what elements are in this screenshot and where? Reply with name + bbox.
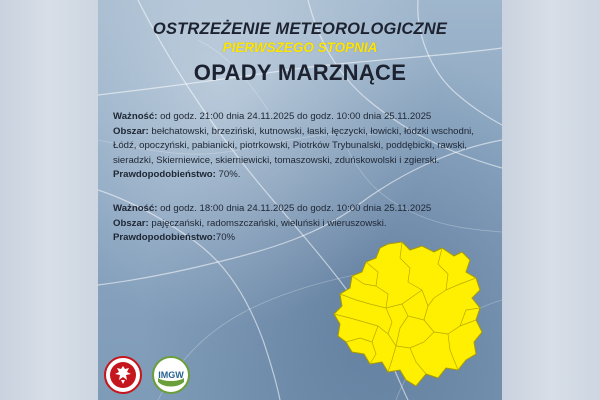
imgw-logo-icon	[152, 356, 190, 394]
area-line	[113, 125, 493, 169]
area-label: Obszar:	[113, 217, 149, 229]
warning-poster	[98, 0, 502, 400]
validity-label: Ważność:	[113, 111, 158, 122]
left-background	[0, 0, 98, 400]
validity-value: od godz. 18:00 dnia 24.11.2025 do godz. 10:00 dnia 25.11.2025	[157, 203, 432, 214]
validity-line	[113, 110, 493, 125]
right-background	[502, 0, 600, 400]
imgw-logo-text: IMGW	[158, 370, 184, 380]
validity-value: od godz. 21:00 dnia 24.11.2025 do godz. 10:00 dnia 25.11.2025	[157, 111, 432, 122]
warning-block-1	[113, 110, 493, 183]
area-label: Obszar:	[113, 125, 149, 137]
voivodeship-outline	[334, 242, 482, 386]
validity-line	[113, 202, 493, 217]
probability-label: Prawdopodobieństwo:	[113, 169, 216, 181]
probability-value: 70%.	[215, 169, 241, 181]
area-line	[113, 217, 493, 232]
probability-value: 70%	[215, 232, 236, 244]
validity-label: Ważność:	[113, 203, 158, 214]
poland-eagle-emblem-icon	[104, 356, 142, 394]
eagle-emblem-graphic	[106, 358, 140, 392]
title-phenomenon: OPADY MARZNĄCE	[193, 60, 407, 85]
title-warning: OSTRZEŻENIE METEOROLOGICZNE	[152, 20, 448, 38]
probability-label: Prawdopodobieństwo:	[113, 232, 216, 244]
area-value: pajęczański, radomszczański, wieluński i wieruszowski.	[148, 217, 387, 229]
title-degree: PIERWSZEGO STOPNIA	[222, 40, 378, 55]
area-value: bełchatowski, brzeziński, kutnowski, łaski, łęczycki, łowicki, łódzki wschodni, Łódź, opoczyński, pabianicki, piotrkowski, Piotrków Trybunalski, poddębicki, rawski, sieradzki, Skierniewice, skierniewicki, tomaszowski, zduńskowolski i zgierski.	[113, 125, 474, 166]
lodz-voivodeship-map-icon	[330, 238, 490, 390]
probability-line	[113, 168, 493, 183]
